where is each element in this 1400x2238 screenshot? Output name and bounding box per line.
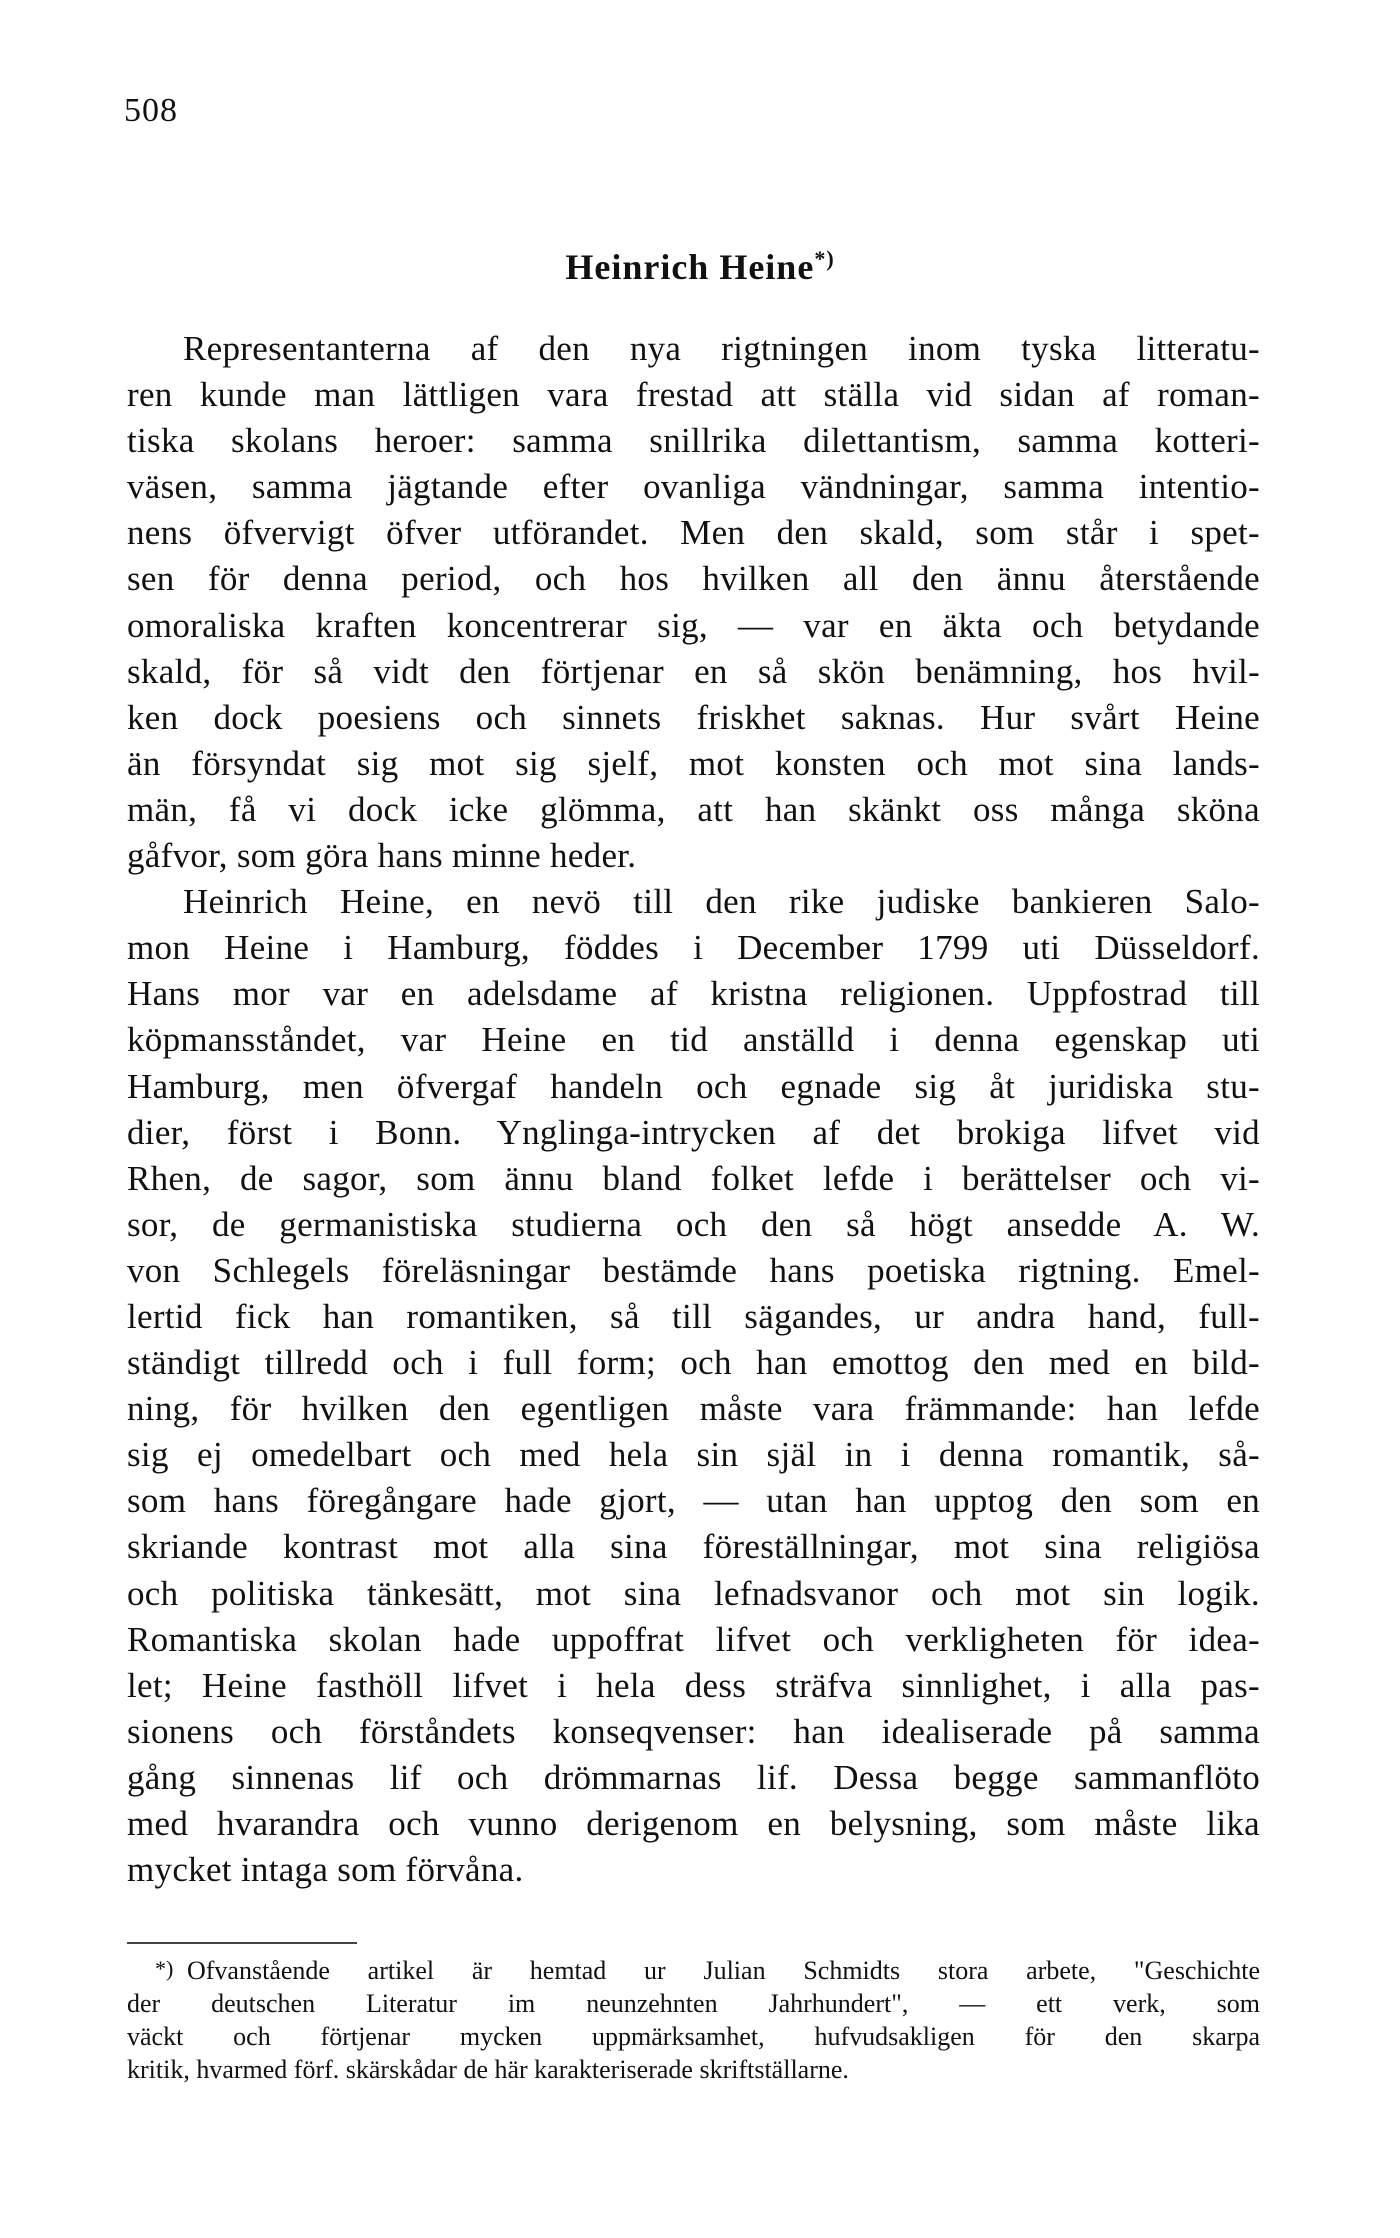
body-line: gåfvor, som göra hans minne heder. [127,836,637,876]
footnote-line: väckt och förtjenar mycken uppmärksamhet, hufvudsakligen för den skarpa [127,2022,1260,2051]
body-text [127,326,1260,1893]
body-line: ning, för hvilken den egentligen måste vara främmande: han lefde [127,1389,1260,1429]
body-line: tiska skolans heroer: samma snillrika dilettantism, samma kotteri- [127,421,1260,461]
body-line: ken dock poesiens och sinnets friskhet saknas. Hur svårt Heine [127,697,1260,737]
body-line: skald, för så vidt den förtjenar en så skön benämning, hos hvil- [127,651,1260,691]
body-line: let; Heine fasthöll lifvet i hela dess sträfva sinnlighet, i alla pas- [127,1665,1260,1705]
footnote-mark: *) [155,1956,174,1981]
body-line: mycket intaga som förvåna. [127,1850,524,1890]
body-line: sig ej omedelbart och med hela sin själ in i denna romantik, så- [127,1435,1260,1475]
body-line: sor, de germanistiska studierna och den så högt ansedde A. W. [127,1204,1260,1244]
body-line: nens öfvervigt öfver utförandet. Men den skald, som står i spet- [127,513,1260,553]
footnote-line [127,1954,1260,1987]
body-line: som hans föregångare hade gjort, — utan han upptog den som en [127,1481,1260,1521]
body-line: Rhen, de sagor, som ännu bland folket lefde i berättelser och vi- [127,1158,1260,1198]
body-line: lertid fick han romantiken, så till sägandes, ur andra hand, full- [127,1296,1260,1336]
footnote-reference: *) [814,246,835,271]
body-line: Hans mor var en adelsdame af kristna religionen. Uppfostrad till [127,974,1260,1014]
body-line: ständigt tillredd och i full form; och han emottog den med en bild- [127,1343,1260,1383]
body-line: von Schlegels föreläsningar bestämde hans poetiska rigtning. Emel- [127,1250,1260,1290]
footnote-line: der deutschen Literatur im neunzehnten Jahrhundert", — ett verk, som [127,1989,1260,2018]
footnote-line-text: Ofvanstående artikel är hemtad ur Julian Schmidts stora arbete, "Geschichte [187,1956,1260,1985]
article-title [0,246,1400,288]
body-line: och politiska tänkesätt, mot sina lefnadsvanor och mot sin logik. [127,1573,1260,1613]
page-number: 508 [124,92,178,129]
body-line: män, få vi dock icke glömma, att han skänkt oss många sköna [127,789,1260,829]
body-line: sen för denna period, och hos hvilken all den ännu återstående [127,559,1260,599]
footnote-divider [127,1942,357,1944]
body-line: ren kunde man lättligen vara frestad att ställa vid sidan af roman- [127,375,1260,415]
body-line: väsen, samma jägtande efter ovanliga vändningar, samma intentio- [127,467,1260,507]
body-line: gång sinnenas lif och drömmarnas lif. Dessa begge sammanflöto [127,1757,1260,1797]
body-line: Heinrich Heine, en nevö till den rike judiske bankieren Salo- [183,882,1260,922]
body-line: med hvarandra och vunno derigenom en belysning, som måste lika [127,1804,1260,1843]
footnote-line: kritik, hvarmed förf. skärskådar de här karakteriserade skriftställarne. [127,2055,849,2084]
footnote [127,1954,1260,2086]
body-line: skriande kontrast mot alla sina föreställningar, mot sina religiösa [127,1527,1260,1567]
body-line: dier, först i Bonn. Ynglinga-intrycken af det brokiga lifvet vid [127,1112,1260,1152]
body-line: Hamburg, men öfvergaf handeln och egnade sig åt juridiska stu- [127,1066,1260,1106]
body-line: köpmansståndet, var Heine en tid anställd i denna egenskap uti [127,1020,1260,1060]
body-line: omoraliska kraften koncentrerar sig, — var en äkta och betydande [127,605,1260,645]
body-line: Representanterna af den nya rigtningen inom tyska litteratu- [183,329,1260,368]
body-line: sionens och förståndets konseqvenser: han idealiserade på samma [127,1711,1260,1751]
body-line: än försyndat sig mot sig sjelf, mot konsten och mot sina lands- [127,743,1260,783]
body-line: Romantiska skolan hade uppoffrat lifvet och verkligheten för idea- [127,1619,1260,1659]
body-line: mon Heine i Hamburg, föddes i December 1799 uti Düsseldorf. [127,928,1260,968]
article-title-text: Heinrich Heine [565,247,815,287]
